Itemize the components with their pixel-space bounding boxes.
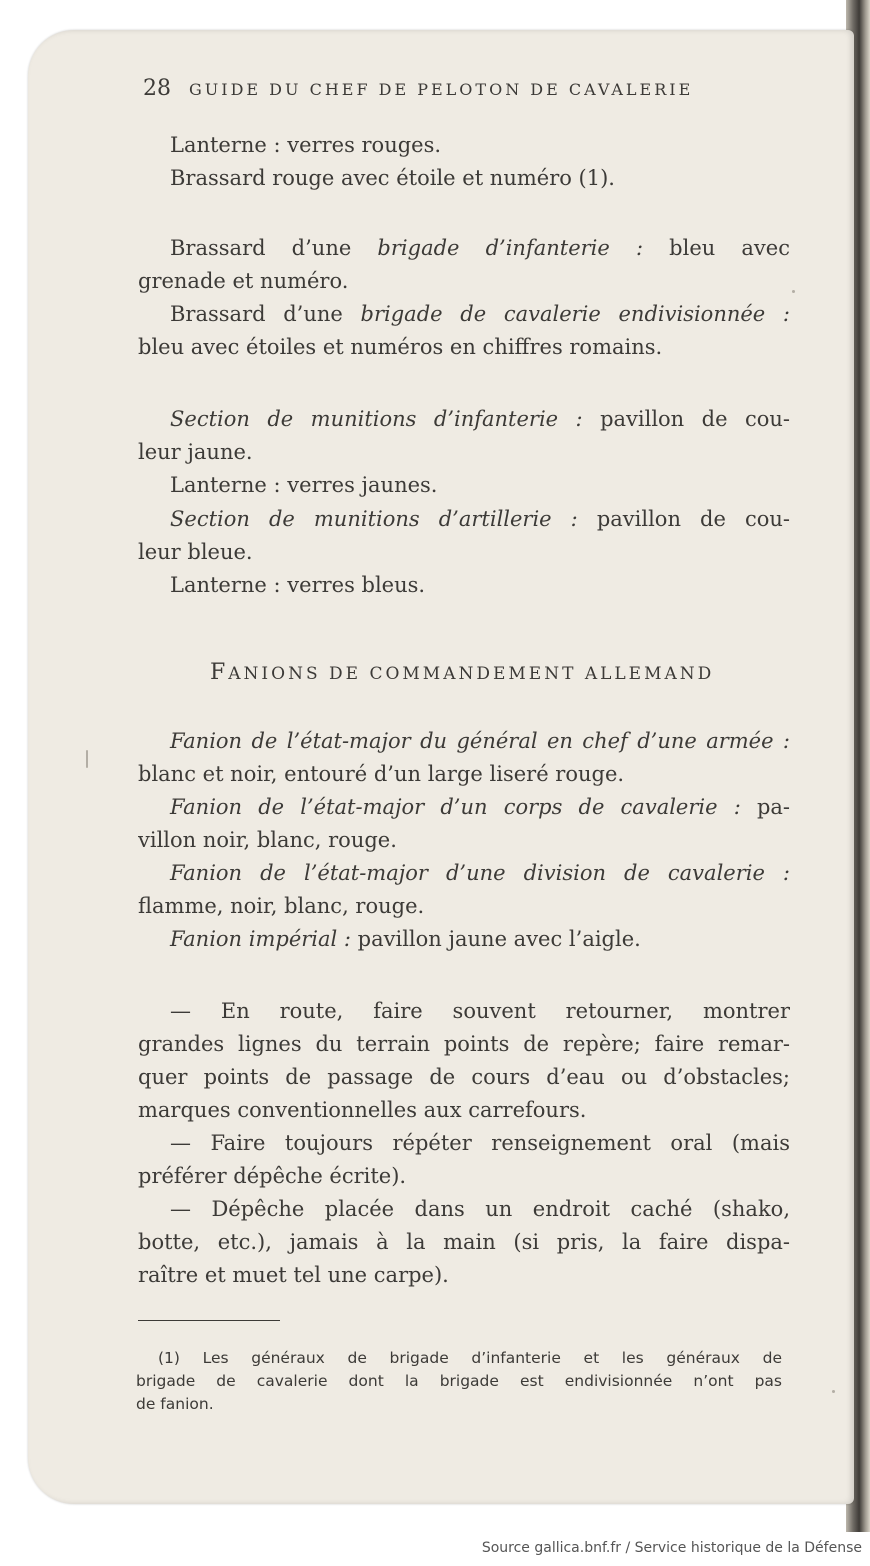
text-line: quer points de passage de cours d’eau ou d’obstacles; [138,1065,790,1089]
italic-term: Section de munitions d’artillerie : [170,507,578,531]
footnote-line: de fanion. [136,1395,214,1413]
text-span: bleu avec [643,236,790,260]
text-line: marques conventionnelles aux carrefours. [138,1098,587,1122]
text-line [138,403,790,436]
paper-mark [86,750,88,768]
footnote-line: (1) Les généraux de brigade d’infanterie et les généraux de [158,1349,782,1367]
paper-speck [792,290,795,293]
text-span: pa- [740,795,790,819]
text-line [138,232,790,265]
text-line: grenade et numéro. [138,269,349,293]
text-line: Lanterne : verres bleus. [170,573,426,597]
source-credit: Source gallica.bnf.fr / Service historique de la Défense [481,1540,862,1556]
text-line: — Dépêche placée dans un endroit caché (shako, [170,1197,790,1221]
text-line [138,298,790,331]
text-span: pavillon de cou- [582,407,790,431]
text-line: leur bleue. [138,540,253,564]
text-line: blanc et noir, entouré d’un large liseré rouge. [138,762,625,786]
page-number: 28 [143,76,171,101]
text-span: Brassard d’une [170,302,361,326]
italic-term: brigade d’infanterie : [377,236,644,260]
section-title-rest: ANIONS DE COMMANDEMENT ALLEMAND [228,664,715,684]
italic-term: Fanion de l’état-major d’un corps de cavalerie : [170,795,741,819]
text-line: flamme, noir, blanc, rouge. [138,894,425,918]
text-span: pavillon de cou- [577,507,790,531]
text-line: botte, etc.), jamais à la main (si pris, la faire dispa- [138,1230,790,1254]
text-span: Brassard d’une [170,236,378,260]
italic-term: Fanion impérial : [170,927,351,951]
text-line: leur jaune. [138,440,253,464]
text-line: Lanterne : verres rouges. [170,133,442,157]
text-line: Fanion de l’état-major d’une division de cavalerie : [170,861,790,885]
text-span: pavillon jaune avec l’aigle. [351,927,641,951]
text-line [138,791,790,824]
text-line: Lanterne : verres jaunes. [170,473,438,497]
footnote-line: brigade de cavalerie dont la brigade est endivisionnée n’ont pas [136,1372,782,1390]
text-line: bleu avec étoiles et numéros en chiffres romains. [138,335,663,359]
running-header [143,76,737,101]
text-line: villon noir, blanc, rouge. [138,828,397,852]
text-line: grandes lignes du terrain points de repère; faire remar- [138,1032,790,1056]
text-line [138,923,790,956]
section-title-cap: F [210,660,229,685]
paper-speck [832,1390,835,1393]
italic-term: brigade de cavalerie endivisionnée : [360,302,790,326]
italic-term: Section de munitions d’infanterie : [170,407,583,431]
running-title: GUIDE DU CHEF DE PELOTON DE CAVALERIE [189,80,694,99]
text-line: — En route, faire souvent retourner, montrer [170,999,790,1023]
footnote-rule [138,1320,280,1321]
section-title [210,660,714,685]
text-line: préférer dépêche écrite). [138,1164,407,1188]
text-line [138,503,790,536]
text-line: Brassard rouge avec étoile et numéro (1). [170,166,615,190]
text-line: — Faire toujours répéter renseignement oral (mais [170,1131,790,1155]
text-line: raître et muet tel une carpe). [138,1263,449,1287]
text-line: Fanion de l’état-major du général en chef d’une armée : [170,729,790,753]
